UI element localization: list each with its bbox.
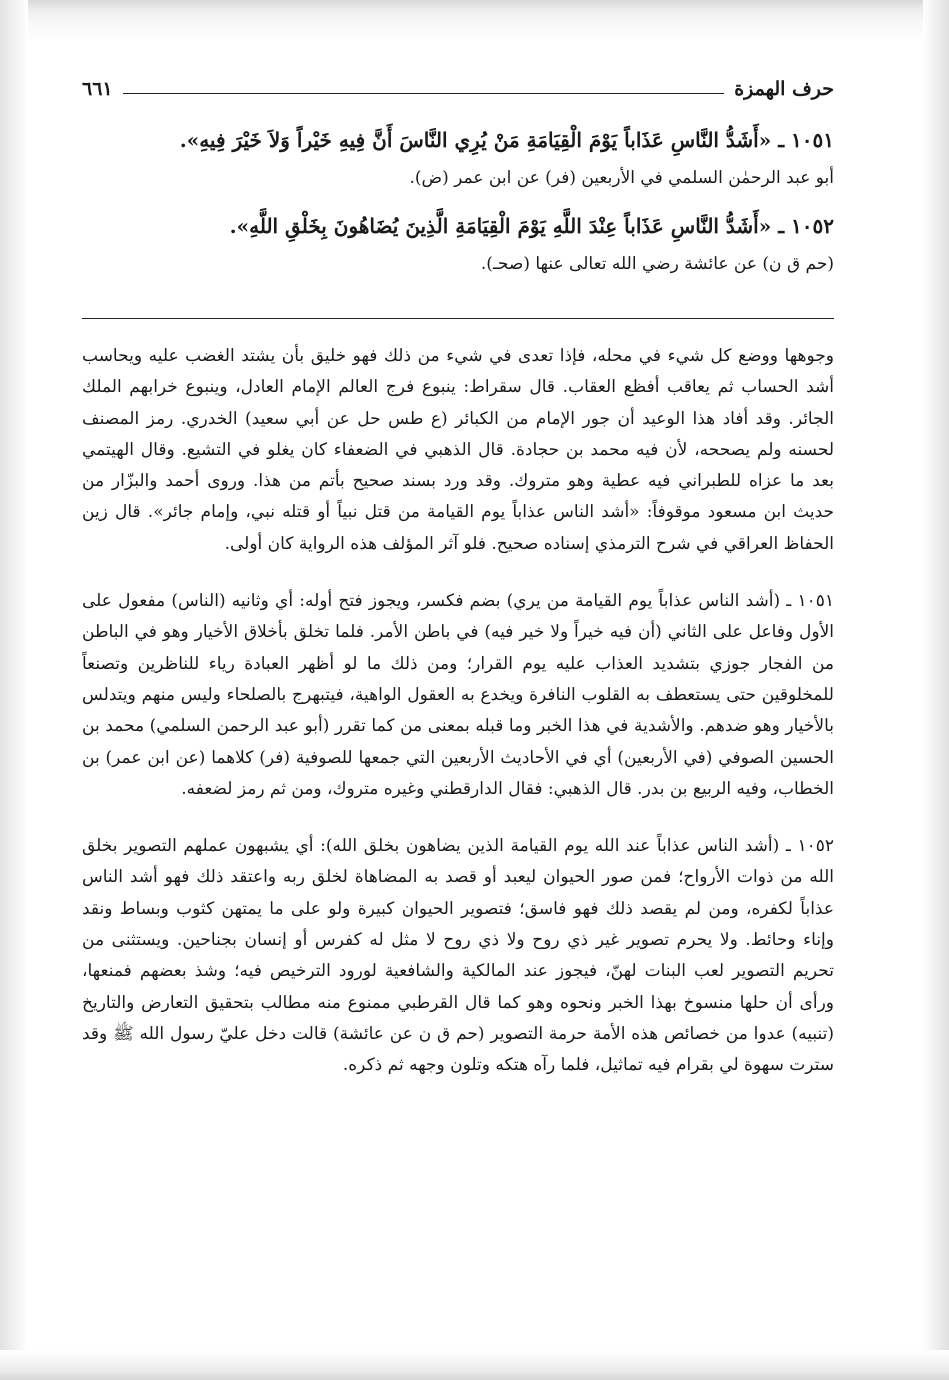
commentary-paragraph: ١٠٥٢ ـ (أشد الناس عذاباً عند الله يوم القيامة الذين يضاهون بخلق الله): أي يشبهون عملهم التصوير بخلق الله من ذوات الأرواح؛ فمن صور الحيوان ليعبد أو قصد به المضاهاة لخلق ربه واعتقد ذلك فهو أشد الناس عذاباً لكفره، ومن لم يقصد ذلك فهو فاسق؛ فتصوير الحيوان كبيرة ولو على ما يمتهن كثوب وبساط ونقد وإناء وحائط. ولا يحرم تصوير غير ذي روح ولا ذي روح لا مثل له كفرس أو إنسان بجناحين. ويستثنى من تحريم التصوير لعب البنات لهنّ، فيجوز عند المالكية والشافعية لورود الترخيص فيه؛ وشذ بعضهم فمنعها، ورأى أن حلها منسوخ بهذا الخبر ونحوه وهو كما قال القرطبي ممنوع منه مطالب بتحقيق التعارض والتاريخ (تنبيه) عدوا من خصائص هذه الأمة حرمة التصوير (حم ق ن عن عائشة) قالت دخل عليّ رسول الله ﷺ وقد سترت سهوة لي بقرام فيه تماثيل، فلما رآه هتكه وتلون وجهه ثم ذكره.	[82, 836, 834, 1076]
footnote-divider	[82, 318, 834, 319]
chapter-title: حرف الهمزة	[734, 78, 834, 100]
running-header	[82, 72, 834, 106]
scan-edge-top	[0, 0, 949, 42]
scan-edge-left	[0, 0, 28, 1380]
hadith-text: ١٠٥١ ـ «أَشَدُّ النَّاسِ عَذَاباً يَوْمَ الْقِيَامَةِ مَنْ يُرِي النَّاسَ أَنَّ فِيهِ خَيْراً وَلاَ خَيْرَ فِيهِ».	[179, 128, 834, 152]
scan-edge-right	[923, 0, 949, 1380]
commentary-paragraph: وجوهها ووضع كل شيء في محله، فإذا تعدى في شيء من ذلك فهو خليق بأن يشتد الغضب عليه ويحاسب أشد الحساب ثم يعاقب أفظع العقاب. قال سقراط: ينبوع فرج العالم الإمام العادل، وينبوع خرابهم الملك الجائر. وقد أفاد هذا الوعيد أن جور الإمام من الكبائر (ع طس حل عن أبي سعيد) الخدري. رمز المصنف لحسنه ولم يصححه، لأن فيه محمد بن حجادة. قال الذهبي في الضعفاء كان يغلو في التشيع. وقال الهيتمي بعد ما عزاه للطبراني فيه عطية وهو متروك. وقد ورد بسند صحيح بأتم من هذا. وروى أحمد والبزّار من حديث ابن مسعود موقوفاً: «أشد الناس عذاباً يوم القيامة من قتل نبياً أو قتله نبي، وإمام جائر». قال زين الحفاظ العراقي في شرح الترمذي إسناده صحيح. فلو آثر المؤلف هذه الرواية كان أولى.	[82, 346, 834, 554]
book-page	[82, 72, 834, 1082]
scan-edge-bottom	[0, 1350, 949, 1380]
commentary-paragraph: ١٠٥١ ـ (أشد الناس عذاباً يوم القيامة من يري) بضم فكسر، ويجوز فتح أوله: أي وثانيه (الناس) مفعول على الأول وفاعل على الثاني (أن فيه خيراً ولا خير فيه) في باطن الأمر. فلما تخلق بأخلاق الأخيار وهو في الباطن من الفجار جوزي بتشديد العذاب عليه يوم القرار؛ ومن ذلك ما لو أظهر العبادة رياء للناظرين وتصنعاً للمخلوقين حتى يستعطف به القلوب النافرة ويخدع به العقول الواهية، فيتبهرج بالصلحاء وليس منهم ويتدلس بالأخيار وهو ضدهم. والأشدية في هذا الخبر وما قبله بمعنى من كما تقرر (أبو عبد الرحمن السلمي) محمد بن الحسين الصوفي (في الأربعين) أي في الأحاديث الأربعين التي جمعها للصوفية (فر) كلاهما (عن ابن عمر) بن الخطاب، وفيه الربيع بن بدر. قال الذهبي: فقال الدارقطني وغيره متروك، ومن ثم رمز لضعفه.	[82, 591, 834, 799]
header-rule	[123, 93, 725, 94]
hadith-text: ١٠٥٢ ـ «أَشَدُّ النَّاسِ عَذَاباً عِنْدَ اللَّهِ يَوْمَ الْقِيَامَةِ الَّذِينَ يُضَاهُونَ بِخَلْقِ اللَّهِ».	[229, 214, 834, 238]
hadith-source: أبو عبد الرحمٰن السلمي في الأربعين (فر) عن ابن عمر (ض).	[409, 168, 834, 188]
page-number: ٦٦١	[82, 78, 113, 100]
hadith-source: (حم ق ن) عن عائشة رضي الله تعالى عنها (صحـ).	[480, 254, 834, 274]
